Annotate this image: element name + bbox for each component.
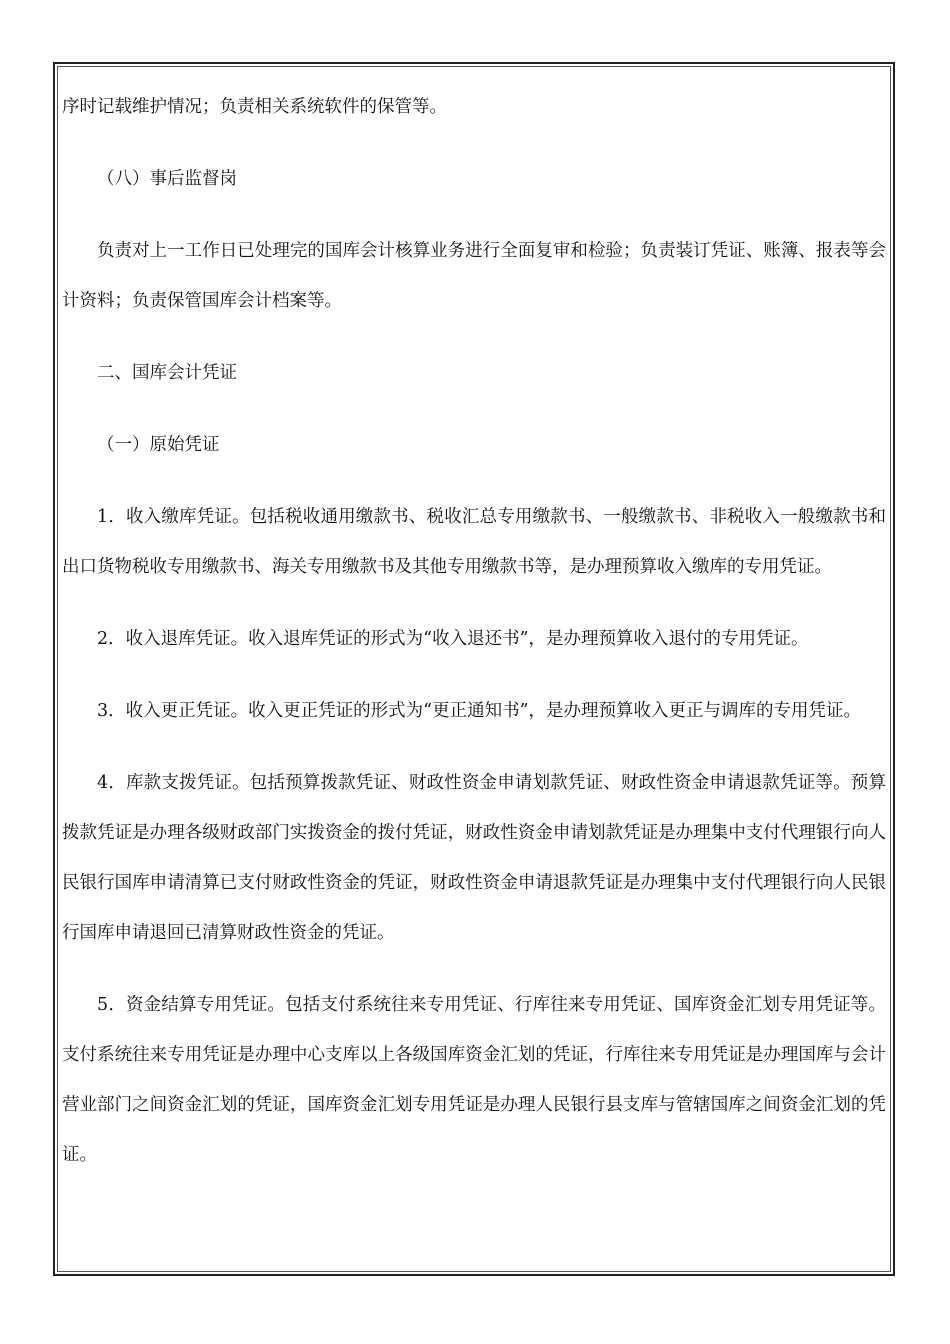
paragraph: 序时记载维护情况；负责相关系统软件的保管等。 [62,97,447,117]
list-item: 2．收入退库凭证。收入退库凭证的形式为“收入退还书”，是办理预算收入退付的专用凭证。 [97,629,809,649]
paragraph: 负责对上一工作日已处理完的国库会计核算业务进行全面复审和检验；负责装订凭证、账簿、报表等会计资料；负责保管国库会计档案等。 [62,241,886,311]
section-heading: （八）事后监督岗 [97,169,237,189]
section-heading: （一）原始凭证 [97,435,220,455]
list-item: 4．库款支拨凭证。包括预算拨款凭证、财政性资金申请划款凭证、财政性资金申请退款凭证等。预算拨款凭证是办理各级财政部门实拨资金的拨付凭证，财政性资金申请划款凭证是办理集中支付代理银行向人民银行国库申请清算已支付财政性资金的凭证，财政性资金申请退款凭证是办理集中支付代理银行向人民银行国库申请退回已清算财政性资金的凭证。 [62,773,886,943]
list-item: 1．收入缴库凭证。包括税收通用缴款书、税收汇总专用缴款书、一般缴款书、非税收入一般缴款书和出口货物税收专用缴款书、海关专用缴款书及其他专用缴款书等，是办理预算收入缴库的专用凭证。 [62,507,886,577]
document-body [62,82,886,1202]
list-item: 5．资金结算专用凭证。包括支付系统往来专用凭证、行库往来专用凭证、国库资金汇划专用凭证等。支付系统往来专用凭证是办理中心支库以上各级国库资金汇划的凭证，行库往来专用凭证是办理国库与会计营业部门之间资金汇划的凭证，国库资金汇划专用凭证是办理人民银行县支库与管辖国库之间资金汇划的凭证。 [62,995,886,1165]
section-heading: 二、国库会计凭证 [97,363,237,383]
list-item: 3．收入更正凭证。收入更正凭证的形式为“更正通知书”，是办理预算收入更正与调库的专用凭证。 [97,701,862,721]
page-border [53,62,895,1276]
page-inner-border [57,66,891,1272]
